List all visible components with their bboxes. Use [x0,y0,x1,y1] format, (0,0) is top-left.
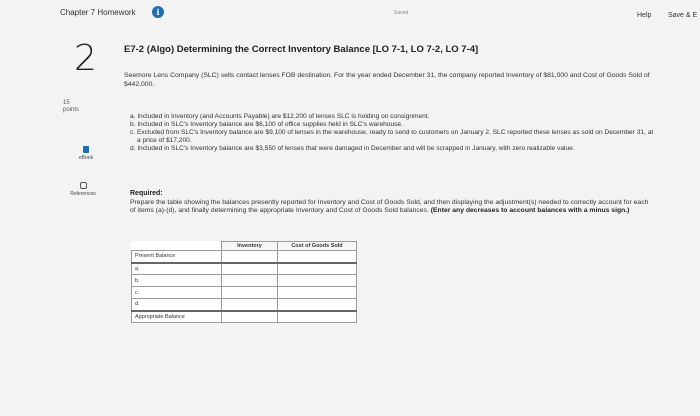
question-title: E7-2 (Algo) Determining the Correct Inventory Balance [LO 7-1, LO 7-2, LO 7-4] [124,44,479,55]
question-intro: Seemore Lens Company (SLC) sells contact lenses FOB destination. For the year ended December 31, the company reported Inventory of $81,000 and Cost of Goods Sold of $442,000. [124,72,650,88]
row-label: a. [132,263,222,275]
top-bar [0,0,700,30]
points-value: 15 [63,100,70,106]
inventory-input[interactable] [222,311,278,323]
cogs-input[interactable] [278,311,357,323]
inventory-input[interactable] [222,299,278,311]
cogs-input[interactable] [278,251,357,263]
item-d: d. Included in SLC's Inventory balance are $3,550 of lenses that were damaged in December and will be scrapped in January, with zero realizable value. [130,145,575,152]
row-label: d. [132,299,222,311]
answer-table [131,241,357,323]
inventory-input[interactable] [222,287,278,299]
cogs-input[interactable] [278,263,357,275]
references-icon [80,182,87,189]
help-button[interactable]: Help [637,12,652,19]
question-number: 2 [74,38,97,79]
question-items [130,113,655,153]
row-label: b. [132,275,222,287]
row-label: c. [132,287,222,299]
cogs-input[interactable] [278,299,357,311]
cogs-input[interactable] [278,275,357,287]
inventory-input[interactable] [222,263,278,275]
info-icon[interactable]: i [152,6,164,18]
item-a: a. Included in Inventory (and Accounts Payable) are $12,200 of lenses SLC is holding on consignment. [130,113,430,120]
references-label: References [70,191,96,197]
required-text [130,199,650,215]
assignment-title: Chapter 7 Homework [60,8,136,17]
save-exit-button[interactable]: Save & E [668,12,698,19]
row-label: Present Balance [132,251,222,263]
required-instructions: Prepare the table showing the balances presently reported for Inventory and Cost of Goods Sold, and then displaying the adjustment(s) needed to correctly account for each of items (a)-(d), and finally determining the appropriate Inventory and Cost of Goods Sold balances. [130,199,649,214]
item-b: b. Included in SLC's Inventory balance are $6,100 of office supplies held in SLC's warehouse. [130,121,403,128]
saved-status: Saved [394,10,409,16]
col-cogs: Cost of Goods Sold [278,242,357,251]
book-icon [83,146,89,153]
row-label: Appropriate Balance [132,311,222,323]
required-heading: Required: [130,190,163,197]
points-label: points [63,107,80,113]
ebook-button[interactable] [66,146,106,161]
points-info [63,100,79,114]
item-c: c. Excluded from SLC's Inventory balance are $9,100 of lenses in the warehouse, ready to send to customers on January 2. SLC reported these lenses as sold on December 31, at a price of $17,200. [130,129,654,144]
cogs-input[interactable] [278,287,357,299]
required-note: (Enter any decreases to account balances with a minus sign.) [430,207,630,214]
inventory-input[interactable] [222,275,278,287]
ebook-label: eBook [78,155,94,161]
col-inventory: Inventory [222,242,278,251]
inventory-input[interactable] [222,251,278,263]
references-button[interactable] [63,182,103,197]
